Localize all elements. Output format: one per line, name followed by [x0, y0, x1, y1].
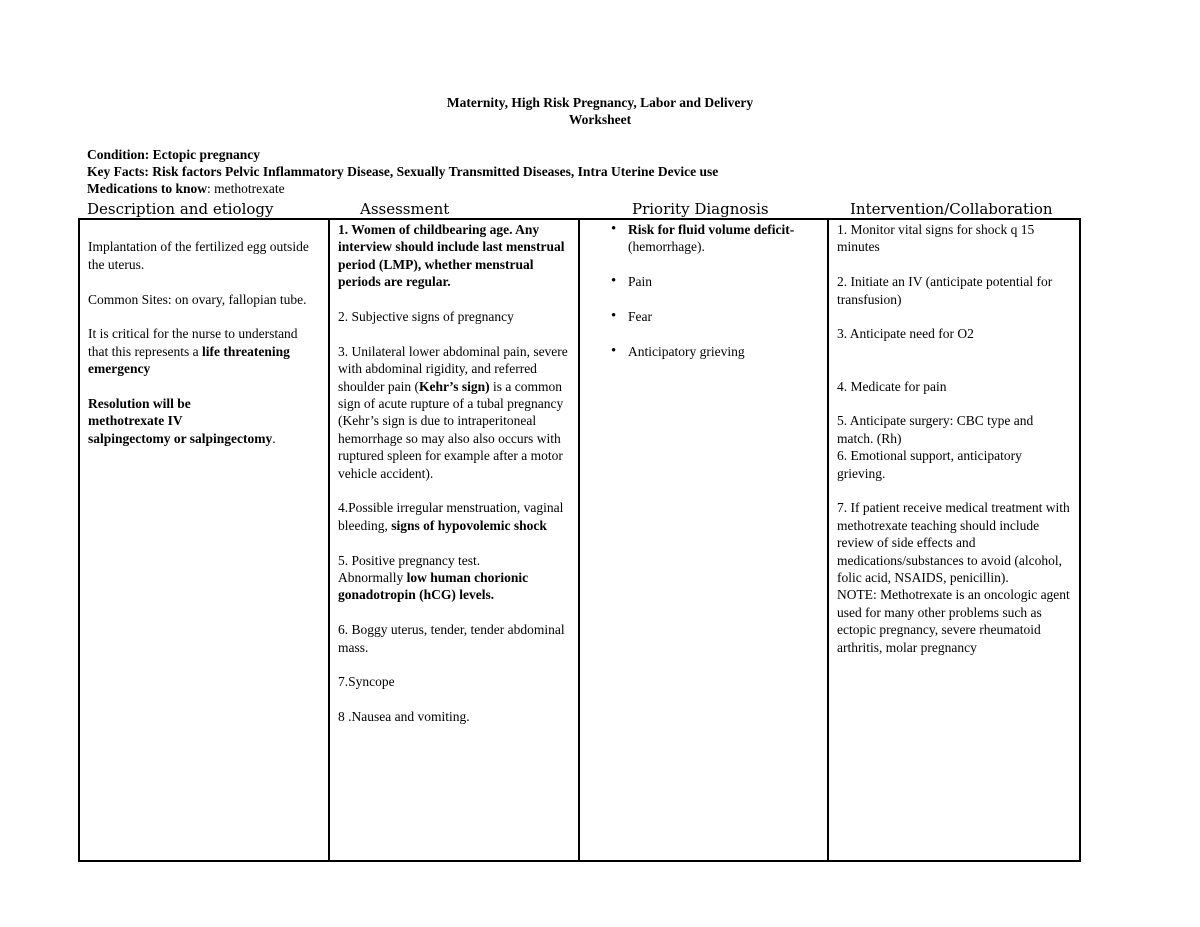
header-intervention: Intervention/Collaboration	[850, 200, 1053, 218]
list-item: • Fear	[628, 308, 820, 325]
condition-summary	[87, 146, 718, 197]
intervention-item: 5. Anticipate surgery: CBC type and match. (Rh)	[837, 413, 1034, 446]
title-line-2: Worksheet	[568, 112, 632, 127]
header-assessment: Assessment	[360, 200, 450, 218]
condition-line: Condition: Ectopic pregnancy	[87, 147, 261, 162]
description-cell	[79, 219, 329, 861]
assessment-cell	[329, 219, 579, 861]
medications-label: Medications to know	[87, 181, 208, 196]
column-headers	[0, 199, 1200, 219]
intervention-item: 4. Medicate for pain	[837, 378, 947, 394]
diagnosis-cell	[579, 219, 828, 861]
assessment-item: 2. Subjective signs of pregnancy	[338, 309, 514, 325]
medications-line	[87, 180, 718, 197]
list-item: • Pain	[628, 273, 820, 290]
assessment-item: 3. Unilateral lower abdominal pain, severe with abdominal rigidity, and referred shoulder pain (Kehr’s sign) is a common sign of acute rupture of a tubal pregnancy (Kehr’s sign is due to intraperitoneal hemorrhage so may also also occurs with ruptured spleen for example after a motor vehicle accident).	[338, 343, 568, 481]
description-emergency: It is critical for the nurse to understand that this represents a life threatening emergency	[88, 326, 298, 377]
assessment-item: 4.Possible irregular menstruation, vaginal bleeding, signs of hypovolemic shock	[338, 500, 564, 533]
header-description: Description and etiology	[87, 200, 274, 218]
header-diagnosis: Priority Diagnosis	[632, 200, 769, 218]
diagnosis-list	[588, 221, 820, 360]
key-facts-line: Key Facts: Risk factors Pelvic Inflammatory Disease, Sexually Transmitted Diseases, Intra Uterine Device use	[87, 164, 719, 179]
intervention-item: 6. Emotional support, anticipatory grieving.	[837, 448, 1022, 481]
description-resolution: Resolution will be methotrexate IV salpingectomy or salpingectomy.	[88, 396, 276, 446]
assessment-item: 5. Positive pregnancy test. Abnormally low human chorionic gonadotropin (hCG) levels.	[338, 552, 529, 603]
list-item: • Risk for fluid volume deficit- (hemorrhage).	[628, 221, 820, 256]
assessment-item: 6. Boggy uterus, tender, tender abdominal mass.	[338, 622, 565, 655]
table-row	[79, 219, 1080, 861]
document-title	[0, 94, 1200, 128]
intervention-note: NOTE: Methotrexate is an oncologic agent used for many other problems such as ectopic pregnancy, severe rheumatoid arthritis, molar pregnancy	[837, 587, 1070, 655]
intervention-item: 3. Anticipate need for O2	[837, 326, 974, 342]
description-sites: Common Sites: on ovary, fallopian tube.	[88, 291, 307, 307]
list-item: • Anticipatory grieving	[628, 343, 820, 360]
assessment-item: 1. Women of childbearing age. Any interview should include last menstrual period (LMP), whether menstrual periods are regular.	[338, 222, 565, 290]
assessment-item: 7.Syncope	[338, 674, 395, 690]
intervention-item: 7. If patient receive medical treatment with methotrexate teaching should include review of side effects and medications/substances to avoid (alcohol, folic acid, NSAIDS, penicillin).	[837, 500, 1070, 586]
worksheet-table	[78, 218, 1081, 862]
title-line-1: Maternity, High Risk Pregnancy, Labor and Delivery	[446, 95, 754, 110]
description-definition: Implantation of the fertilized egg outside the uterus.	[88, 239, 309, 272]
medications-value: : methotrexate	[207, 181, 285, 196]
intervention-item: 1. Monitor vital signs for shock q 15 minutes	[837, 222, 1035, 255]
assessment-item: 8 .Nausea and vomiting.	[338, 709, 470, 725]
intervention-cell	[828, 219, 1080, 861]
intervention-item: 2. Initiate an IV (anticipate potential for transfusion)	[837, 274, 1053, 307]
